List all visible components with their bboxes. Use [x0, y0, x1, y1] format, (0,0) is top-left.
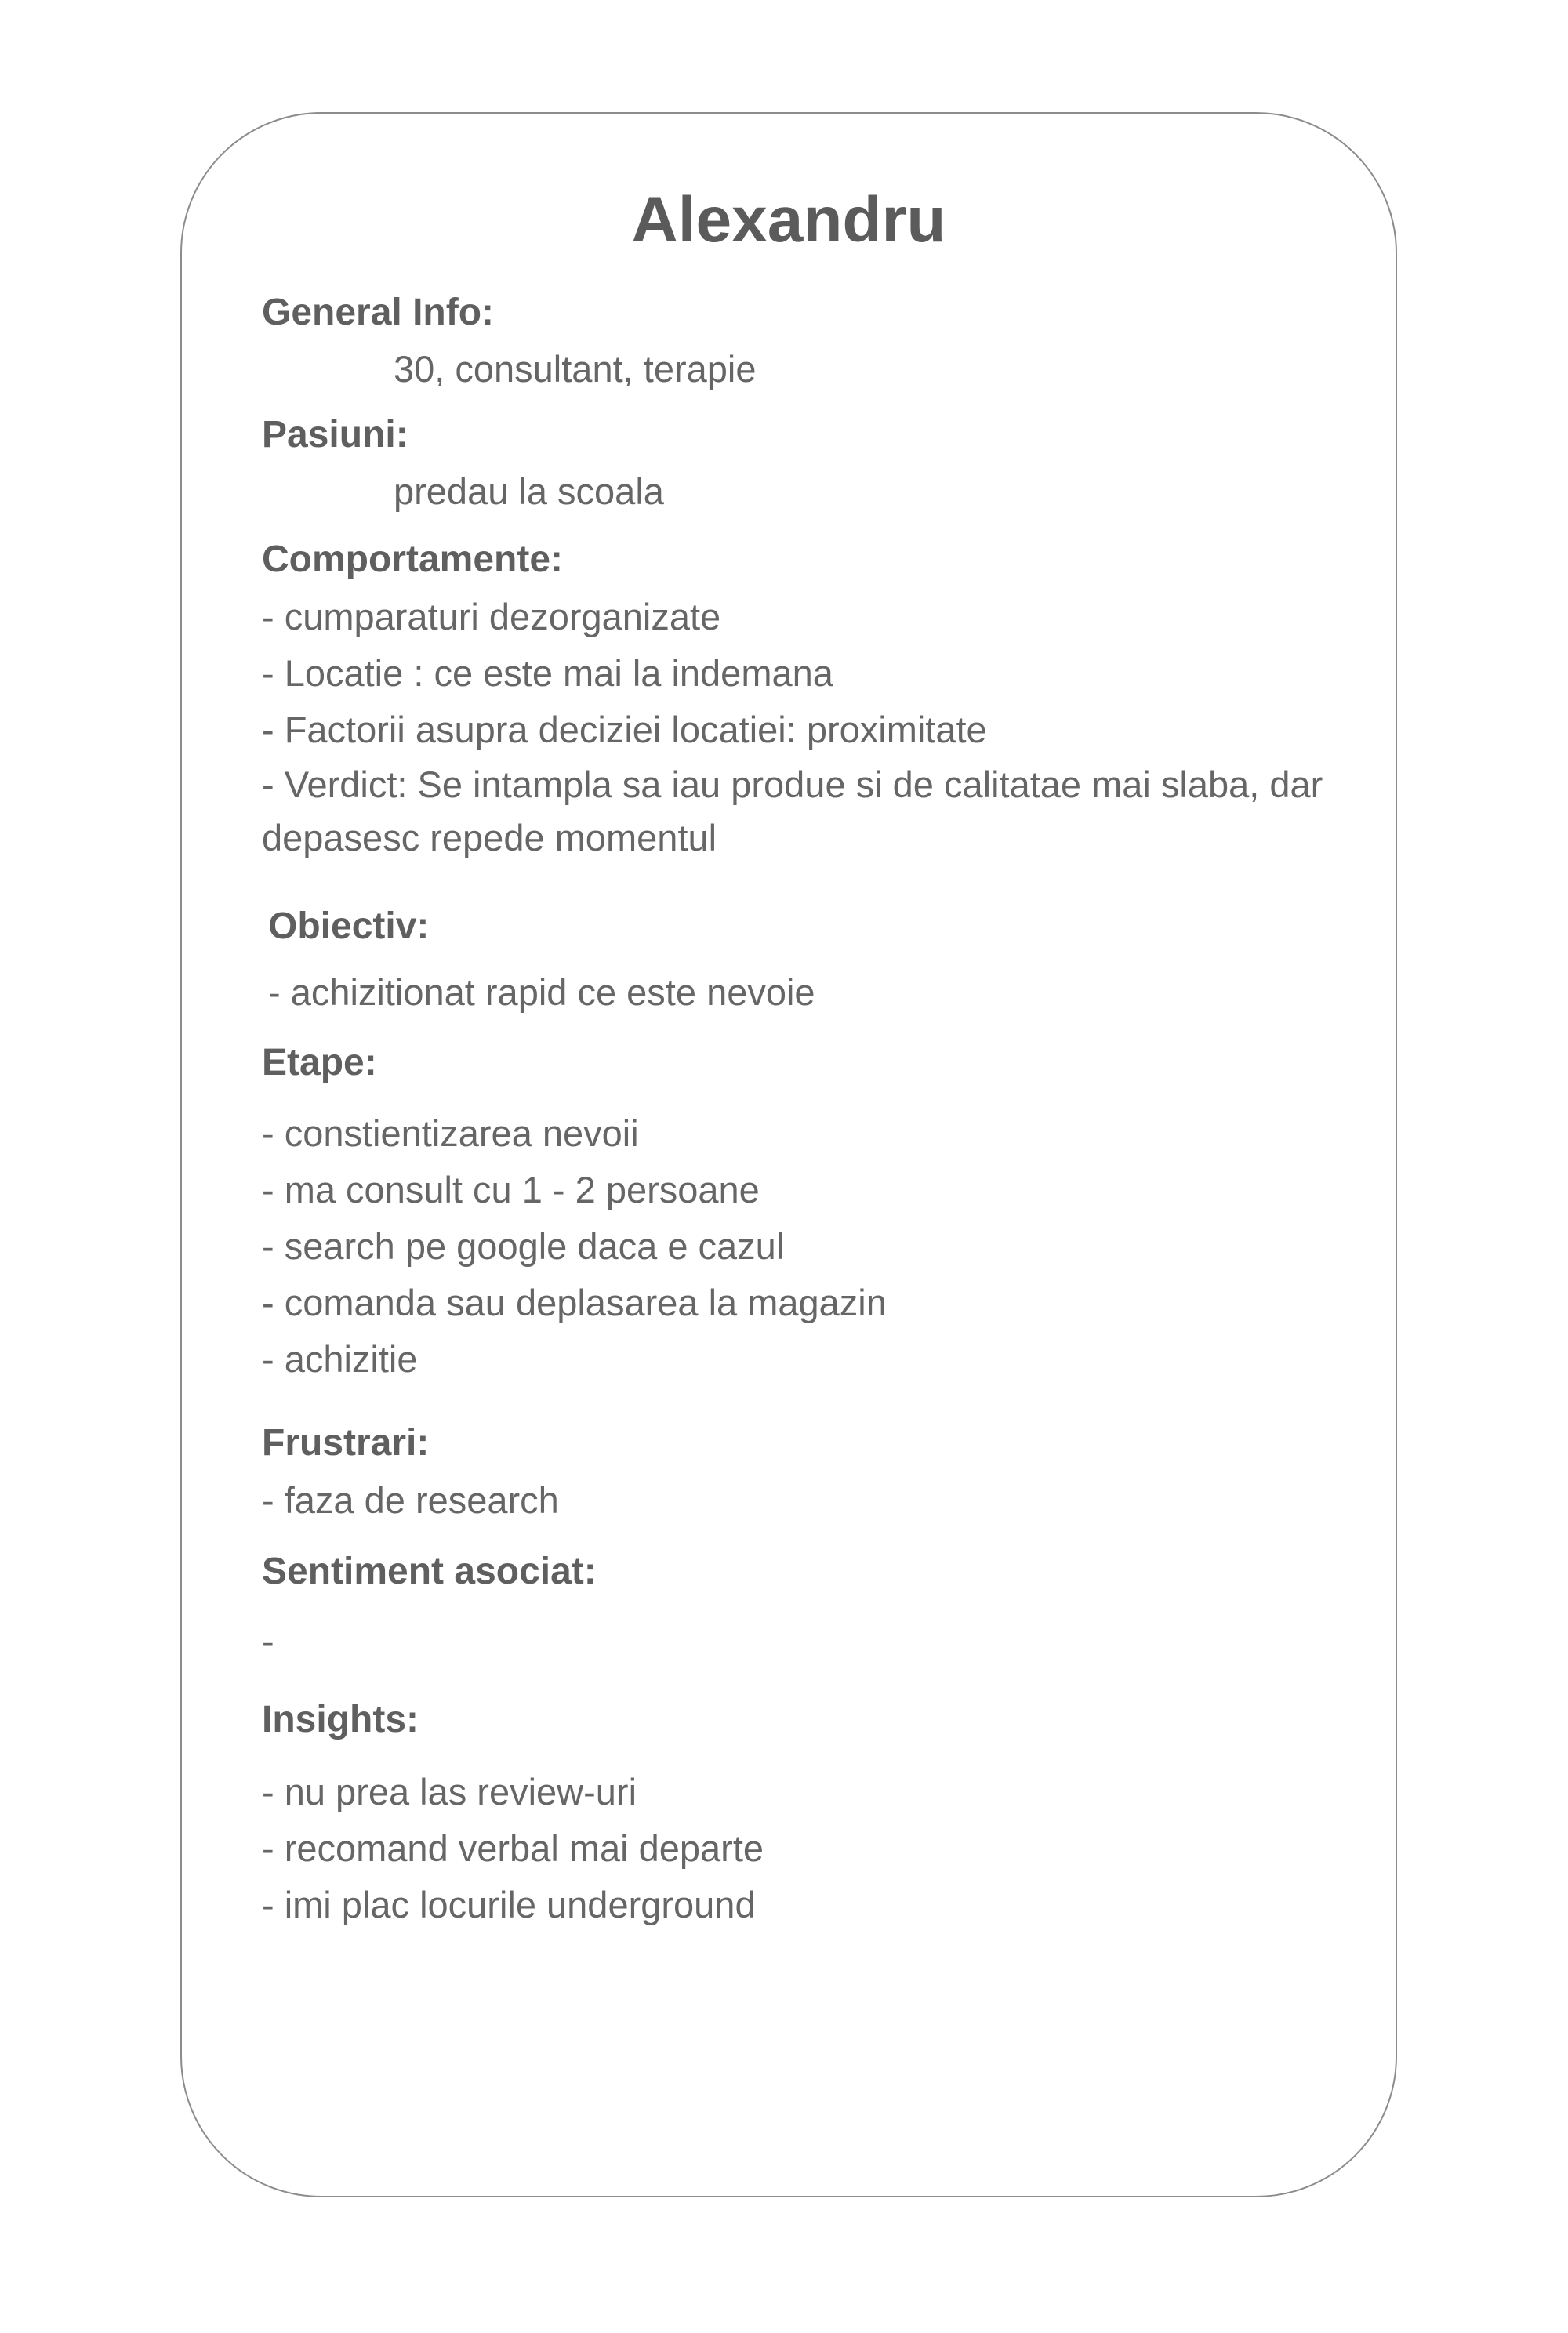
etape-heading: Etape:	[262, 1042, 377, 1083]
etape-item: - constientizarea nevoii	[262, 1112, 639, 1154]
frustrari-item: - faza de research	[262, 1479, 559, 1521]
insights-item: - recomand verbal mai departe	[262, 1827, 764, 1869]
etape-item: - search pe google daca e cazul	[262, 1225, 785, 1267]
general-info-heading: General Info:	[262, 292, 495, 333]
comportamente-item: - Verdict: Se intampla sa iau produe si de calitatae mai slaba, dar depasesc repede momentul	[262, 764, 1323, 858]
sentiment-heading: Sentiment asociat:	[262, 1551, 597, 1592]
sentiment-value: -	[262, 1620, 274, 1662]
pasiuni-value: predau la scoala	[394, 470, 664, 512]
insights-item: - nu prea las review-uri	[262, 1771, 637, 1812]
obiectiv-heading: Obiectiv:	[268, 905, 430, 947]
comportamente-item: - cumparaturi dezorganizate	[262, 596, 721, 637]
comportamente-item: - Locatie : ce este mai la indemana	[262, 652, 833, 694]
etape-item: - ma consult cu 1 - 2 persoane	[262, 1169, 760, 1210]
insights-item: - imi plac locurile underground	[262, 1884, 756, 1925]
insights-heading: Insights:	[262, 1699, 419, 1740]
frustrari-heading: Frustrari:	[262, 1422, 430, 1464]
etape-item: - achizitie	[262, 1338, 418, 1380]
persona-name: Alexandru	[631, 184, 946, 256]
general-info-value: 30, consultant, terapie	[394, 348, 757, 390]
persona-card	[180, 112, 1397, 2197]
comportamente-item: - Factorii asupra deciziei locatiei: proximitate	[262, 709, 987, 750]
persona-content	[182, 114, 1396, 2196]
obiectiv-item: - achizitionat rapid ce este nevoie	[268, 971, 815, 1013]
comportamente-heading: Comportamente:	[262, 539, 564, 580]
etape-item: - comanda sau deplasarea la magazin	[262, 1282, 887, 1323]
pasiuni-heading: Pasiuni:	[262, 414, 408, 455]
